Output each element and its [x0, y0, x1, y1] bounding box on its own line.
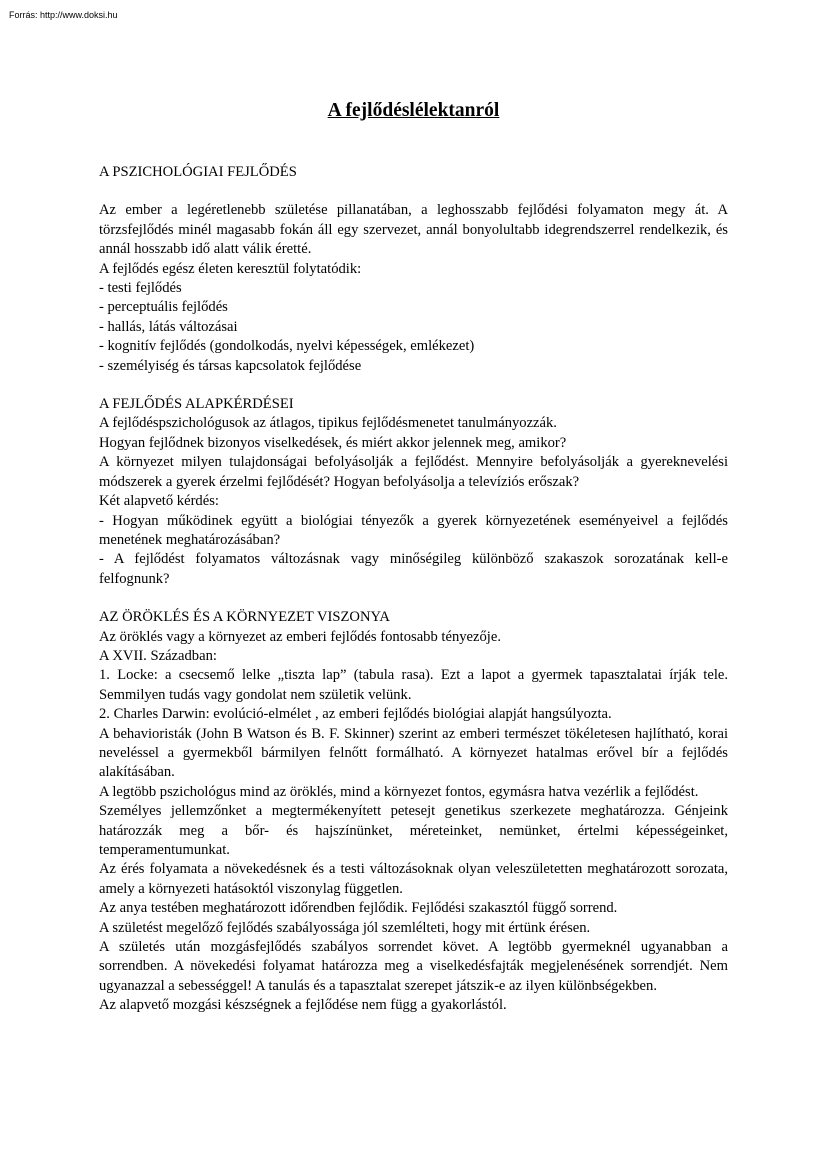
paragraph: - A fejlődést folyamatos változásnak vagy minőségileg különböző szakaszok sorozatának kell-e felfognunk? — [99, 551, 728, 587]
paragraph: Az ember a legéretlenebb születése pillanatában, a leghosszabb fejlődési folyamaton megy át. A törzsfejlődés minél magasabb fokán áll egy szervezet, annál bonyolultabb idegrendszerrel rendelkezik, és annál hosszabb idő alatt válik éretté. — [99, 202, 728, 258]
section-heading-basic-questions: A FEJLŐDÉS ALAPKÉRDÉSEI — [99, 396, 294, 413]
document-title: A fejlődéslélektanról — [327, 100, 500, 121]
paragraph: A XVII. Században: — [99, 647, 217, 664]
paragraph: A születést megelőző fejlődés szabályossága jól szemlélteti, hogy mit értünk érésen. — [99, 919, 591, 936]
paragraph: A környezet milyen tulajdonságai befolyásolják a fejlődést. Mennyire befolyásolják a gyereknevelési módszerek a gyerek érzelmi fejlődését? Hogyan befolyásolja a televíziós erőszak? — [99, 454, 728, 490]
list-item: - hallás, látás változásai — [99, 318, 238, 335]
paragraph: Az érés folyamata a növekedésnek és a testi változásoknak olyan veleszületetten meghatározott sorozata, amely a környezeti hatásoktól viszonylag független. — [99, 861, 728, 897]
paragraph: 1. Locke: a csecsemő lelke „tiszta lap” (tabula rasa). Ezt a lapot a gyermek tapasztalatai írják tele. Semmilyen tudás vagy gondolat nem születik velünk. — [99, 667, 728, 703]
source-attribution: Forrás: http://www.doksi.hu — [9, 10, 118, 20]
paragraph: Személyes jellemzőnket a megtermékenyített petesejt genetikus szerkezete meghatározza. Génjeink határozzák meg a bőr- és hajszínünket, méreteinket, nemünket, értelmi képességeinket, temperamentumunkat. — [99, 803, 728, 858]
list-item: - kognitív fejlődés (gondolkodás, nyelvi képességek, emlékezet) — [99, 338, 475, 355]
list-item: - személyiség és társas kapcsolatok fejlődése — [99, 357, 362, 374]
paragraph: Az öröklés vagy a környezet az emberi fejlődés fontosabb tényezője. — [99, 628, 501, 645]
paragraph: Hogyan fejlődnek bizonyos viselkedések, és miért akkor jelennek meg, amikor? — [99, 434, 567, 451]
list-item: - perceptuális fejlődés — [99, 299, 228, 316]
paragraph: A legtöbb pszichológus mind az öröklés, mind a környezet fontos, egymásra hatva vezérlik a fejlődést. — [99, 783, 699, 800]
paragraph: - Hogyan működinek együtt a biológiai tényezők a gyerek környezetének eseményeivel a fejlődés menetének meghatározásában? — [99, 512, 728, 548]
paragraph: A behavioristák (John B Watson és B. F. Skinner) szerint az emberi természet tökéletesen hajlítható, korai neveléssel a gyermekből bármilyen felnőtt formálható. A környezet hatalmas erővel bír a fejlődés alakításában. — [99, 725, 728, 781]
spacer — [99, 589, 728, 608]
paragraph: Az alapvető mozgási készségnek a fejlődése nem függ a gyakorlástól. — [99, 997, 507, 1014]
spacer — [99, 376, 728, 395]
list-item: - testi fejlődés — [99, 280, 182, 297]
paragraph: 2. Charles Darwin: evolúció-elmélet , az emberi fejlődés biológiai alapját hangsúlyozta. — [99, 706, 612, 723]
paragraph: A születés után mozgásfejlődés szabályos sorrendet követ. A legtöbb gyermeknél ugyanabban a sorrendben. A növekedési folyamat határozza meg a viselkedésfajták megjelenésének sorrendjét. Nem ugyanazzal a sebességgel! A tanulás és a tapasztalat szerepet játszik-e az ilyen különbségekben. — [99, 939, 728, 994]
spacer — [99, 182, 728, 201]
paragraph: A fejlődéspszichológusok az átlagos, tipikus fejlődésmenetet tanulmányozzák. — [99, 415, 557, 432]
paragraph: Két alapvető kérdés: — [99, 493, 219, 510]
section-heading-heredity-environment: AZ ÖRÖKLÉS ÉS A KÖRNYEZET VISZONYA — [99, 609, 390, 626]
paragraph: A fejlődés egész életen keresztül folytatódik: — [99, 260, 362, 277]
document-body — [99, 163, 728, 1016]
paragraph: Az anya testében meghatározott időrendben fejlődik. Fejlődési szakasztól függő sorrend. — [99, 900, 618, 917]
section-heading-psychological-development: A PSZICHOLÓGIAI FEJLŐDÉS — [99, 164, 297, 180]
